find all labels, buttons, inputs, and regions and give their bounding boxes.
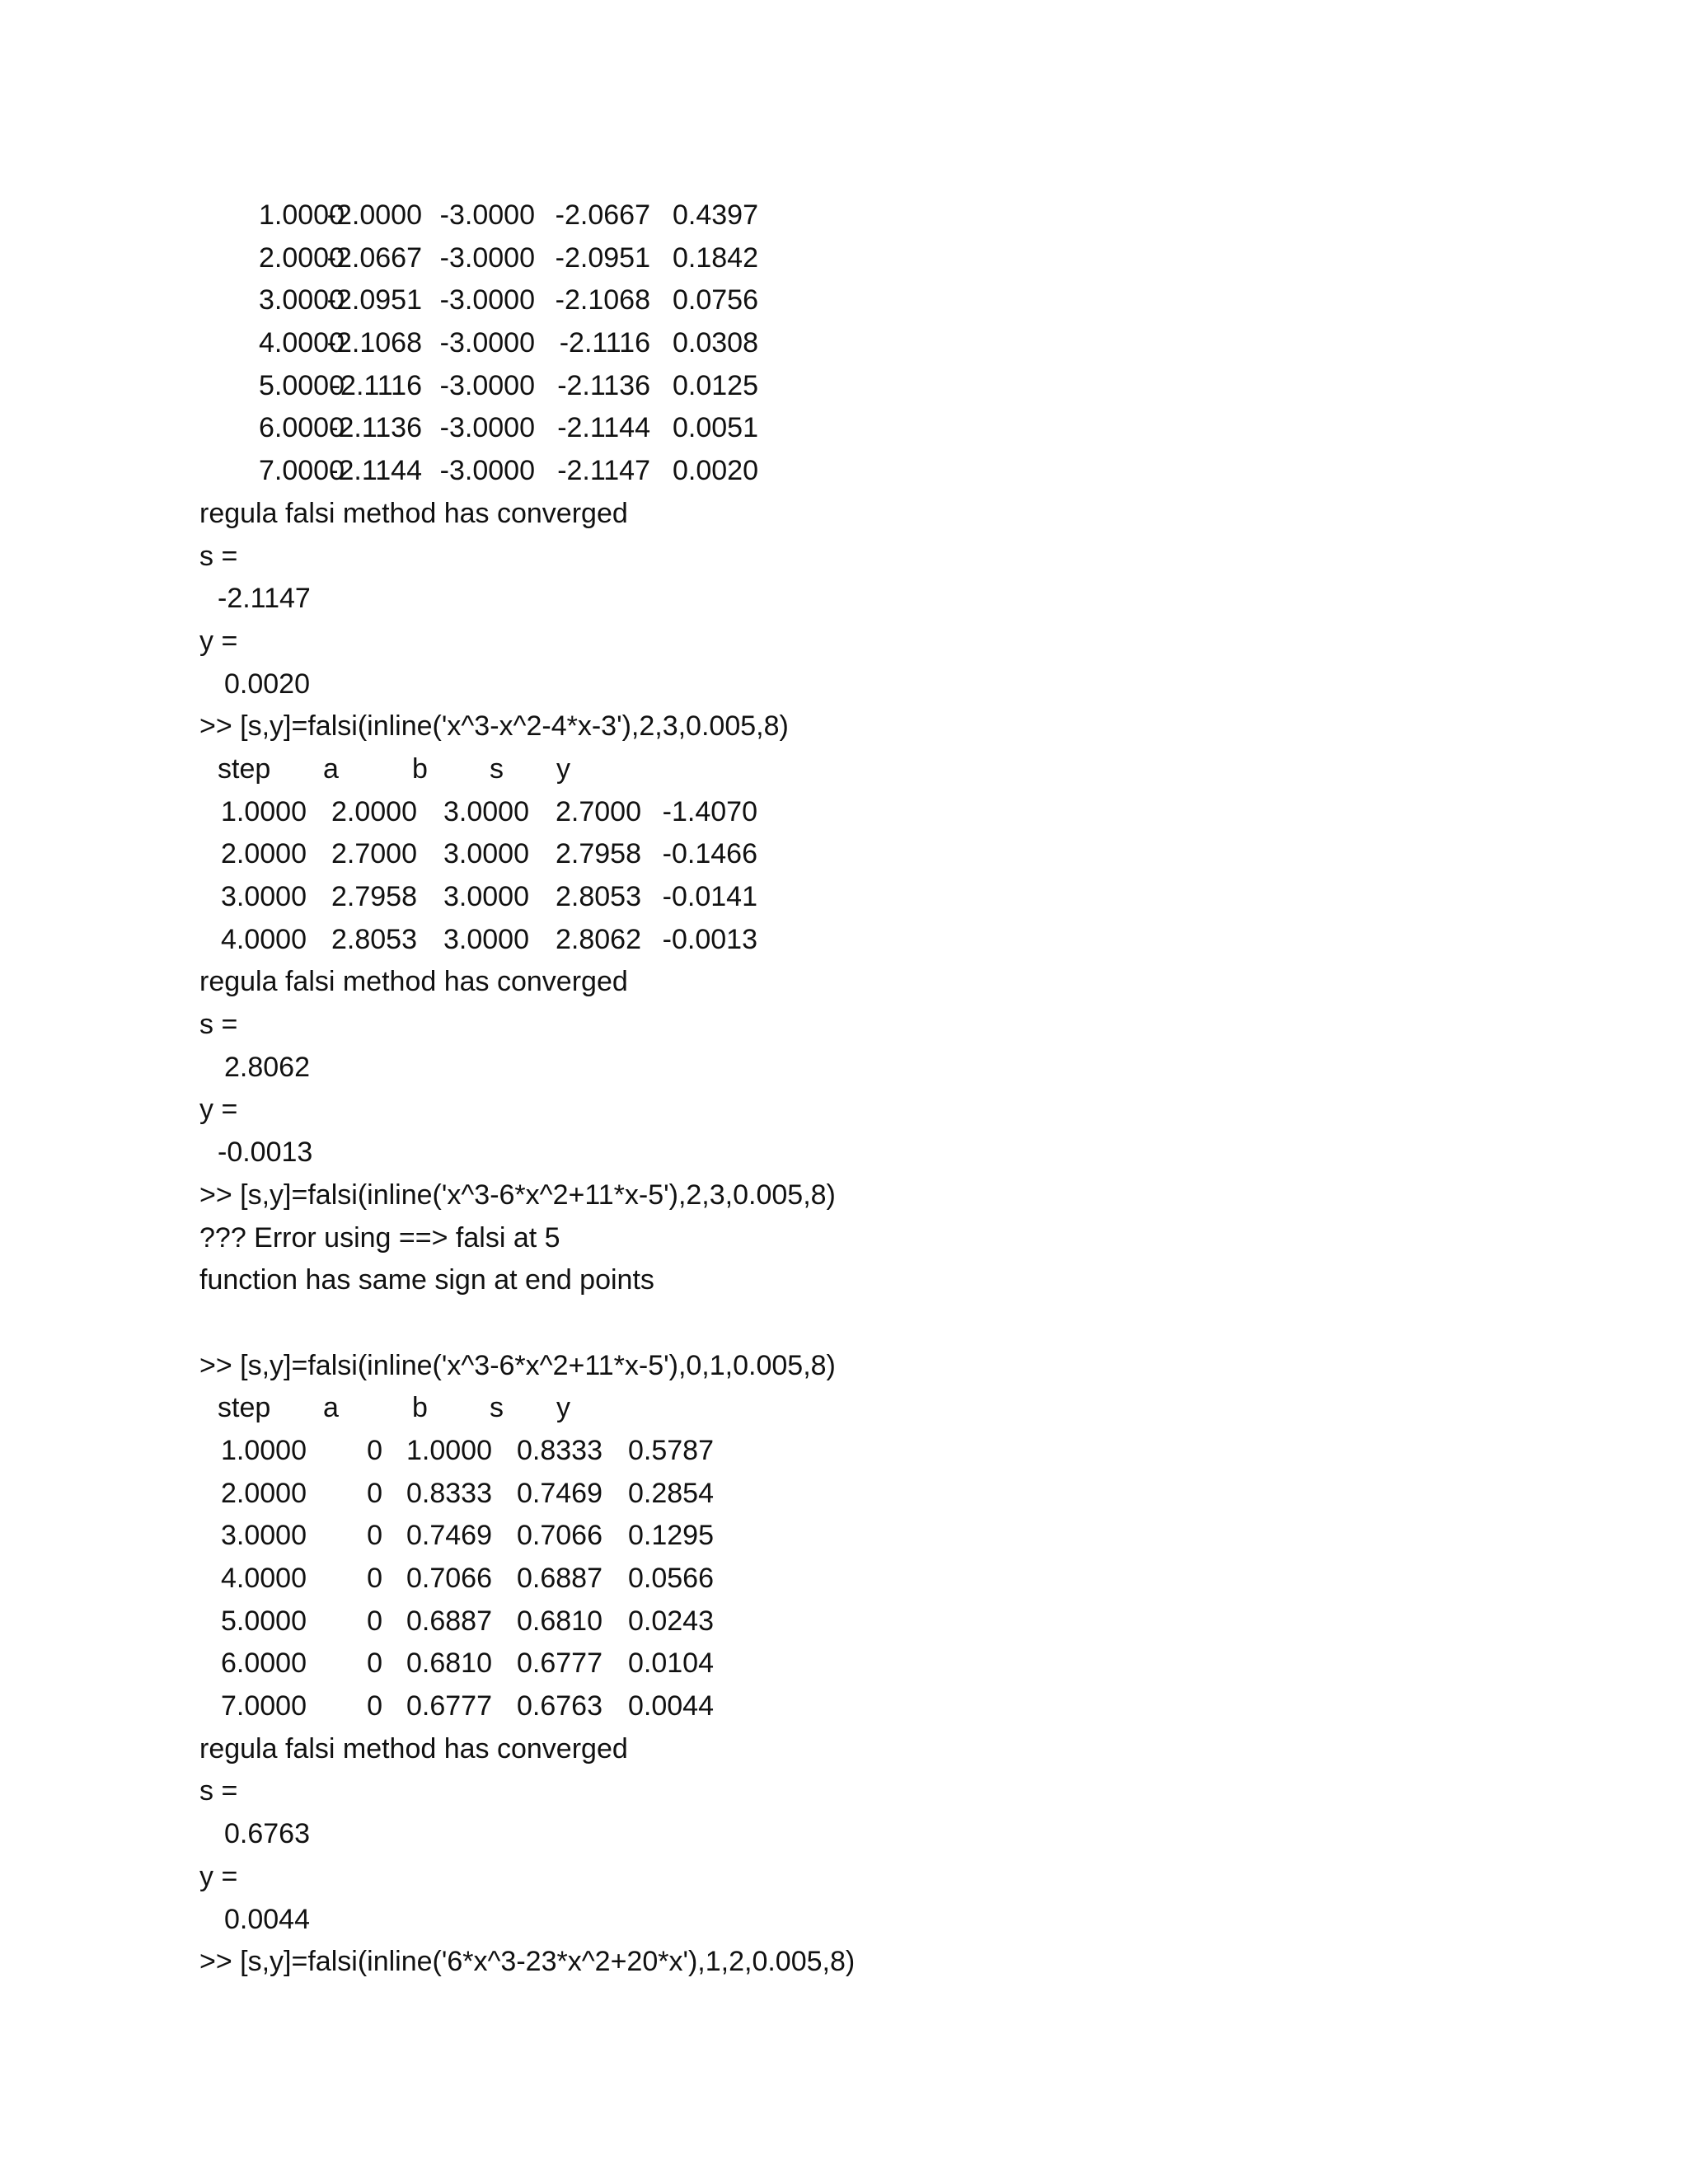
table-cell: 3.0000 [443,923,529,955]
table-row [199,1643,1601,1685]
y-value: 0.0020 [224,668,310,700]
table-cell: 7.0000 [221,1690,307,1722]
table-row [199,1558,1601,1601]
table-cell: 0.0243 [628,1605,714,1637]
column-header: a [323,752,339,785]
table-cell: 0 [367,1647,382,1680]
column-header: y [556,1392,570,1424]
y-value: -0.0013 [218,1137,313,1169]
table-cell: 0.6763 [517,1690,603,1722]
table-row [199,791,1601,834]
table-row [199,194,1601,237]
table-cell: 3.0000 [443,838,529,870]
table-cell: 0.8333 [517,1434,603,1466]
command-line: >> [s,y]=falsi(inline('x^3-6*x^2+11*x-5'),0,1,0.005,8) [199,1349,836,1381]
s-value: -2.1147 [218,583,311,615]
table-cell: -3.0000 [439,199,535,231]
table-4-header [199,1387,1601,1430]
table-cell: 0 [367,1605,382,1637]
table-cell: 0 [367,1477,382,1509]
table-cell: 2.7000 [331,838,417,870]
table-cell: 0.7469 [517,1477,603,1509]
column-header: step [218,752,271,785]
table-cell: 2.8053 [556,881,641,912]
table-cell: -2.1136 [329,412,422,444]
table-cell: 4.0000 [221,1563,307,1594]
table-cell: 0.7066 [517,1520,603,1552]
table-cell: 0.6887 [406,1605,492,1637]
table-row [199,919,1601,962]
column-header: s [490,1392,504,1424]
table-cell: 0.0051 [673,412,758,444]
table-cell: 0.0308 [673,327,758,359]
column-header: b [412,1392,428,1424]
error-message: ??? Error using ==> falsi at 5 [199,1221,560,1254]
table-cell: -2.0951 [326,284,422,316]
table-cell: -0.0141 [662,881,757,912]
table-cell: 0.0020 [673,455,758,487]
table-cell: 2.8053 [331,923,417,955]
table-cell: -2.1147 [557,455,650,487]
table-cell: 0.5787 [628,1434,714,1466]
table-cell: -2.1068 [326,327,422,359]
table-cell: 2.0000 [259,241,345,274]
table-cell: 0.1295 [628,1520,714,1552]
table-cell: 1.0000 [406,1434,492,1466]
table-cell: -0.0013 [662,923,757,955]
table-row [199,833,1601,876]
y-label: y = [199,625,238,657]
table-row [199,1601,1601,1643]
table-cell: -1.4070 [662,795,757,827]
table-4 [199,1430,1601,1728]
table-cell: 3.0000 [443,881,529,912]
y-label: y = [199,1860,238,1892]
table-cell: 0.1842 [673,241,758,274]
console-output [199,194,1601,1984]
table-row [199,1473,1601,1516]
table-cell: 4.0000 [259,327,345,359]
column-header: step [218,1392,271,1424]
converged-message: regula falsi method has converged [199,966,628,998]
table-cell: -3.0000 [439,412,535,444]
command-line: >> [s,y]=falsi(inline('x^3-x^2-4*x-3'),2,3,0.005,8) [199,710,789,743]
table-row [199,1430,1601,1473]
table-cell: 3.0000 [221,1520,307,1552]
table-cell: 2.8062 [556,923,641,955]
table-row [199,279,1601,322]
table-cell: 0.6777 [517,1647,603,1680]
table-cell: 6.0000 [259,412,345,444]
s-value: 2.8062 [224,1051,310,1083]
table-row [199,876,1601,919]
s-label: s = [199,540,238,572]
table-cell: 0.0104 [628,1647,714,1680]
y-label: y = [199,1094,238,1126]
table-2-header [199,748,1601,791]
converged-message: regula falsi method has converged [199,1732,628,1765]
table-cell: 0 [367,1690,382,1722]
table-cell: -2.1136 [557,369,650,401]
table-cell: 2.7958 [331,881,417,912]
table-cell: 1.0000 [259,199,345,231]
table-cell: 0.4397 [673,199,758,231]
table-cell: -2.1116 [331,369,422,401]
table-2 [199,791,1601,962]
table-cell: 3.0000 [443,795,529,827]
table-cell: 7.0000 [259,455,345,487]
column-header: y [556,752,570,785]
table-row [199,237,1601,280]
column-header: b [412,752,428,785]
table-cell: -2.0951 [555,241,650,274]
table-cell: -3.0000 [439,241,535,274]
table-cell: 0.2854 [628,1477,714,1509]
table-cell: 0 [367,1563,382,1594]
blank-line [199,1302,1601,1345]
table-cell: 0 [367,1434,382,1466]
table-row [199,1515,1601,1558]
table-cell: 2.7958 [556,838,641,870]
table-cell: 0.7469 [406,1520,492,1552]
table-cell: -0.1466 [662,838,757,870]
table-cell: 2.0000 [221,1477,307,1509]
table-cell: 1.0000 [221,1434,307,1466]
s-label: s = [199,1775,238,1807]
table-cell: 3.0000 [221,881,307,912]
table-cell: 2.0000 [331,795,417,827]
table-cell: 0.6887 [517,1563,603,1594]
table-cell: 0.0044 [628,1690,714,1722]
table-cell: -2.1144 [329,455,422,487]
command-line: >> [s,y]=falsi(inline('6*x^3-23*x^2+20*x'),1,2,0.005,8) [199,1946,856,1978]
table-cell: -2.0667 [555,199,650,231]
command-line: >> [s,y]=falsi(inline('x^3-6*x^2+11*x-5'),2,3,0.005,8) [199,1179,836,1211]
table-cell: 2.7000 [556,795,641,827]
table-cell: -2.0667 [326,241,422,274]
table-cell: 1.0000 [221,795,307,827]
table-cell: -2.1116 [559,327,650,359]
table-row [199,365,1601,408]
table-cell: 6.0000 [221,1647,307,1680]
column-header: s [490,752,504,785]
table-cell: 4.0000 [221,923,307,955]
table-row [199,1685,1601,1728]
converged-message: regula falsi method has converged [199,497,628,529]
table-cell: 0.7066 [406,1563,492,1594]
table-row [199,450,1601,493]
table-cell: 0.6777 [406,1690,492,1722]
table-cell: -3.0000 [439,369,535,401]
table-cell: 2.0000 [221,838,307,870]
table-cell: -3.0000 [439,455,535,487]
table-cell: -3.0000 [439,327,535,359]
table-cell: 5.0000 [259,369,345,401]
table-cell: -2.1068 [555,284,650,316]
table-1 [199,194,1601,493]
table-cell: 0.0566 [628,1563,714,1594]
table-cell: -2.1144 [557,412,650,444]
table-cell: 0.0125 [673,369,758,401]
table-cell: 0.6810 [406,1647,492,1680]
table-cell: 0 [367,1520,382,1552]
error-detail: function has same sign at end points [199,1264,654,1296]
table-cell: 0.6810 [517,1605,603,1637]
table-cell: 0.8333 [406,1477,492,1509]
table-cell: 0.0756 [673,284,758,316]
table-cell: -3.0000 [439,284,535,316]
table-cell: 5.0000 [221,1605,307,1637]
y-value: 0.0044 [224,1903,310,1935]
column-header: a [323,1392,339,1424]
table-cell: 3.0000 [259,284,345,316]
s-value: 0.6763 [224,1818,310,1850]
table-row [199,322,1601,365]
table-row [199,407,1601,450]
table-cell: -2.0000 [326,199,422,231]
s-label: s = [199,1009,238,1041]
